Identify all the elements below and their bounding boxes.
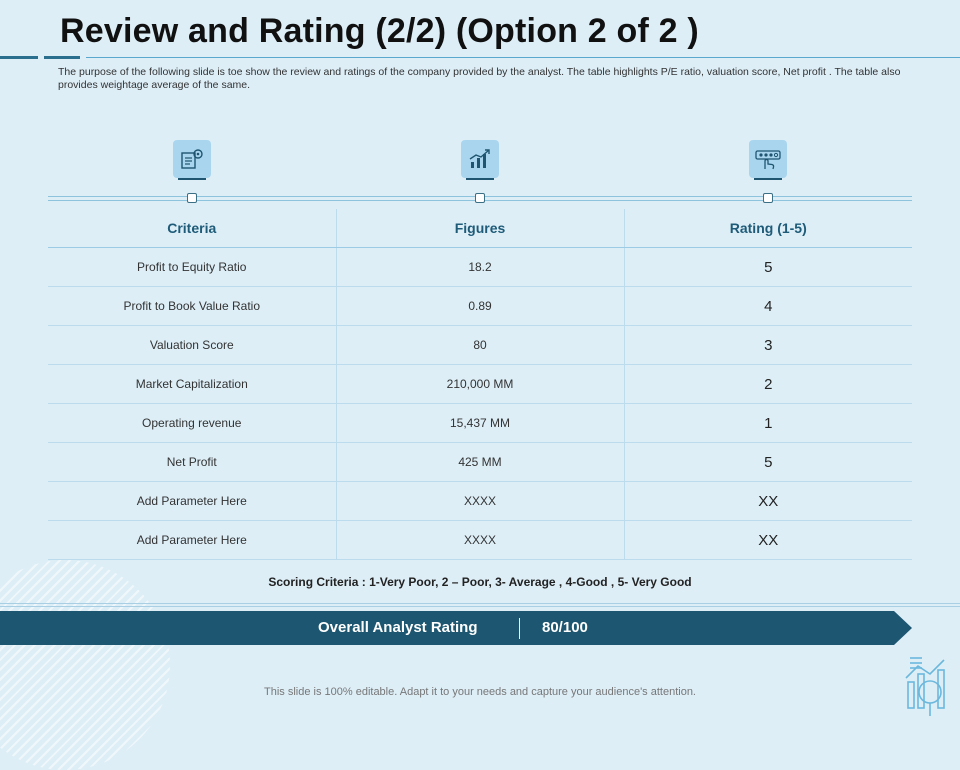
report-settings-icon bbox=[173, 140, 211, 178]
rating-cell: 2 bbox=[624, 365, 912, 404]
footer-note: This slide is 100% editable. Adapt it to your needs and capture your audience's attention. bbox=[264, 686, 696, 698]
table-row bbox=[48, 443, 912, 482]
rating-cell: XX bbox=[624, 482, 912, 521]
rating-table bbox=[48, 209, 912, 560]
header-criteria: Criteria bbox=[48, 209, 336, 248]
table-row bbox=[48, 365, 912, 404]
figure-cell: 18.2 bbox=[336, 248, 624, 287]
criteria-cell: Market Capitalization bbox=[48, 365, 336, 404]
figure-cell: 425 MM bbox=[336, 443, 624, 482]
table-row bbox=[48, 521, 912, 560]
column-marker bbox=[187, 193, 197, 203]
table-row bbox=[48, 248, 912, 287]
scoring-criteria: Scoring Criteria : 1-Very Poor, 2 – Poor, 3- Average , 4-Good , 5- Very Good bbox=[268, 575, 692, 589]
figure-cell: 210,000 MM bbox=[336, 365, 624, 404]
icon-underline bbox=[178, 178, 206, 180]
figure-cell: 15,437 MM bbox=[336, 404, 624, 443]
table-row bbox=[48, 404, 912, 443]
decorative-chart-icon bbox=[900, 654, 958, 718]
overall-rating-value: 80/100 bbox=[542, 619, 588, 636]
icon-underline bbox=[466, 178, 494, 180]
criteria-cell: Profit to Book Value Ratio bbox=[48, 287, 336, 326]
figure-cell: 0.89 bbox=[336, 287, 624, 326]
title-accent-line bbox=[0, 56, 38, 59]
title-underline bbox=[86, 57, 960, 58]
figure-cell: XXXX bbox=[336, 482, 624, 521]
rating-cell: 5 bbox=[624, 443, 912, 482]
icon-underline bbox=[754, 178, 782, 180]
criteria-cell: Profit to Equity Ratio bbox=[48, 248, 336, 287]
page-title: Review and Rating (2/2) (Option 2 of 2 ) bbox=[60, 12, 699, 50]
banner-rule bbox=[0, 606, 960, 607]
title-accent-line bbox=[44, 56, 80, 59]
table-row bbox=[48, 287, 912, 326]
rating-cell: XX bbox=[624, 521, 912, 560]
criteria-cell: Net Profit bbox=[48, 443, 336, 482]
figure-cell: 80 bbox=[336, 326, 624, 365]
page-description: The purpose of the following slide is toe show the review and ratings of the company provided by the analyst. The table highlights P/E ratio, valuation score, Net profit . The table also provides weightage average of the same. bbox=[58, 66, 901, 91]
rating-hand-icon bbox=[749, 140, 787, 178]
criteria-cell: Add Parameter Here bbox=[48, 482, 336, 521]
table-header-row bbox=[48, 209, 912, 248]
rating-cell: 5 bbox=[624, 248, 912, 287]
rating-cell: 3 bbox=[624, 326, 912, 365]
growth-chart-icon bbox=[461, 140, 499, 178]
decorative-stripes bbox=[0, 560, 170, 770]
column-marker bbox=[763, 193, 773, 203]
rating-cell: 1 bbox=[624, 404, 912, 443]
banner-rule bbox=[0, 603, 960, 604]
table-row bbox=[48, 482, 912, 521]
header-rating: Rating (1-5) bbox=[624, 209, 912, 248]
column-marker bbox=[475, 193, 485, 203]
criteria-cell: Add Parameter Here bbox=[48, 521, 336, 560]
overall-rating-label: Overall Analyst Rating bbox=[318, 619, 478, 636]
banner-separator bbox=[519, 618, 520, 639]
table-row bbox=[48, 326, 912, 365]
rating-cell: 4 bbox=[624, 287, 912, 326]
criteria-cell: Operating revenue bbox=[48, 404, 336, 443]
criteria-cell: Valuation Score bbox=[48, 326, 336, 365]
figure-cell: XXXX bbox=[336, 521, 624, 560]
header-figures: Figures bbox=[336, 209, 624, 248]
